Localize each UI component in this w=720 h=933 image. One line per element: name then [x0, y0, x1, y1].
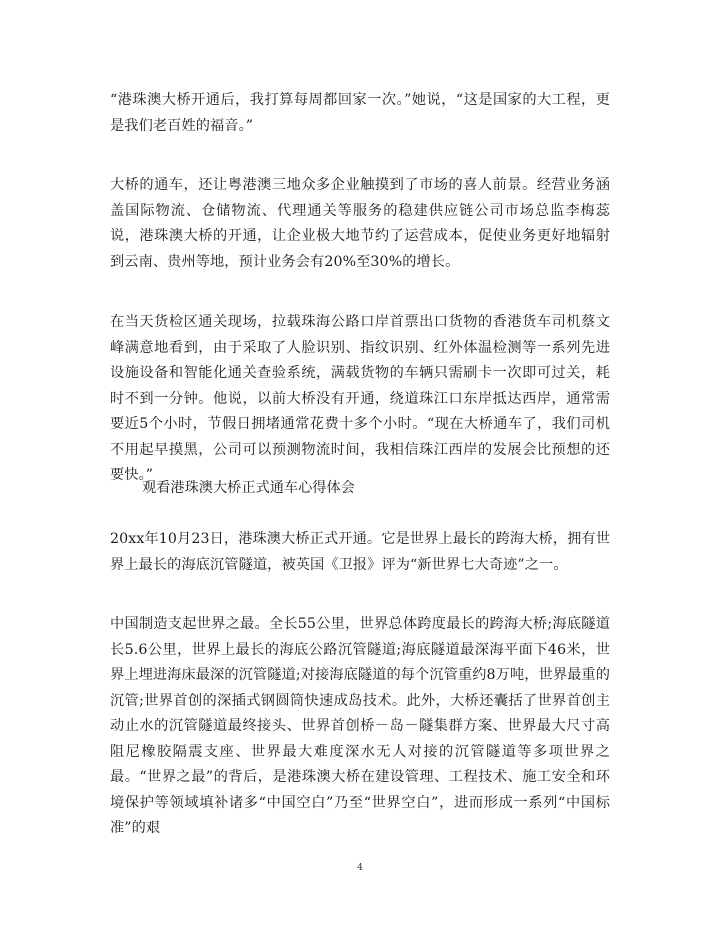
- paragraph-opening: 20xx年10月23日，港珠澳大桥正式开通。它是世界上最长的跨海大桥，拥有世界上最长的海底沉管隧道，被英国《卫报》评为“新世界七大奇迹”之一。: [110, 531, 610, 573]
- section-heading: 观看港珠澳大桥正式通车心得体会: [142, 480, 355, 496]
- paragraph-business: 大桥的通车，还让粤港澳三地众多企业触摸到了市场的喜人前景。经营业务涵盖国际物流、仓储物流、代理通关等服务的稳建供应链公司市场总监李梅蕊说，港珠澳大桥的开通，让企业极大地节约了运营成本，促使业务更好地辐射到云南、贵州等地，预计业务会有20%至30%的增长。: [110, 177, 610, 270]
- paragraph-world-records: 中国制造支起世界之最。全长55公里，世界总体跨度最长的跨海大桥;海底隧道长5.6公里，世界上最长的海底公路沉管隧道;海底隧道最深海平面下46米，世界上埋进海床最深的沉管隧道;对接海底隧道的每个沉管重约8万吨，世界最重的沉管;世界首创的深插式钢圆筒快速成岛技术。此外，大桥还囊括了世界首创主动止水的沉管隧道最终接头、世界首创桥－岛－隧集群方案、世界最大尺寸高阻尼橡胶隔震支座、世界最大难度深水无人对接的沉管隧道等多项世界之最。“世界之最”的背后，是港珠澳大桥在建设管理、工程技术、施工安全和环境保护等领域填补诸多“中国空白”乃至“世界空白”，进而形成一系列“中国标准”的艰: [110, 616, 610, 836]
- paragraph-quote: “港珠澳大桥开通后，我打算每周都回家一次。”她说，“这是国家的大工程，更是我们老百姓的福音。”: [110, 92, 610, 134]
- page-number: 4: [357, 863, 363, 873]
- paragraph-customs: 在当天货检区通关现场，拉载珠海公路口岸首票出口货物的香港货车司机蔡文峰满意地看到，由于采取了人脸识别、指纹识别、红外体温检测等一系列先进设施设备和智能化通关查验系统，满载货物的车辆只需刷卡一次即可过关，耗时不到一分钟。他说，以前大桥没有开通，绕道珠江口东岸抵达西岸，通常需要近5个小时，节假日拥堵通常花费十多个小时。“现在大桥通车了，我们司机不用起早摸黑，公司可以预测物流时间，我相信珠江西岸的发展会比预想的还要快。”: [110, 314, 610, 483]
